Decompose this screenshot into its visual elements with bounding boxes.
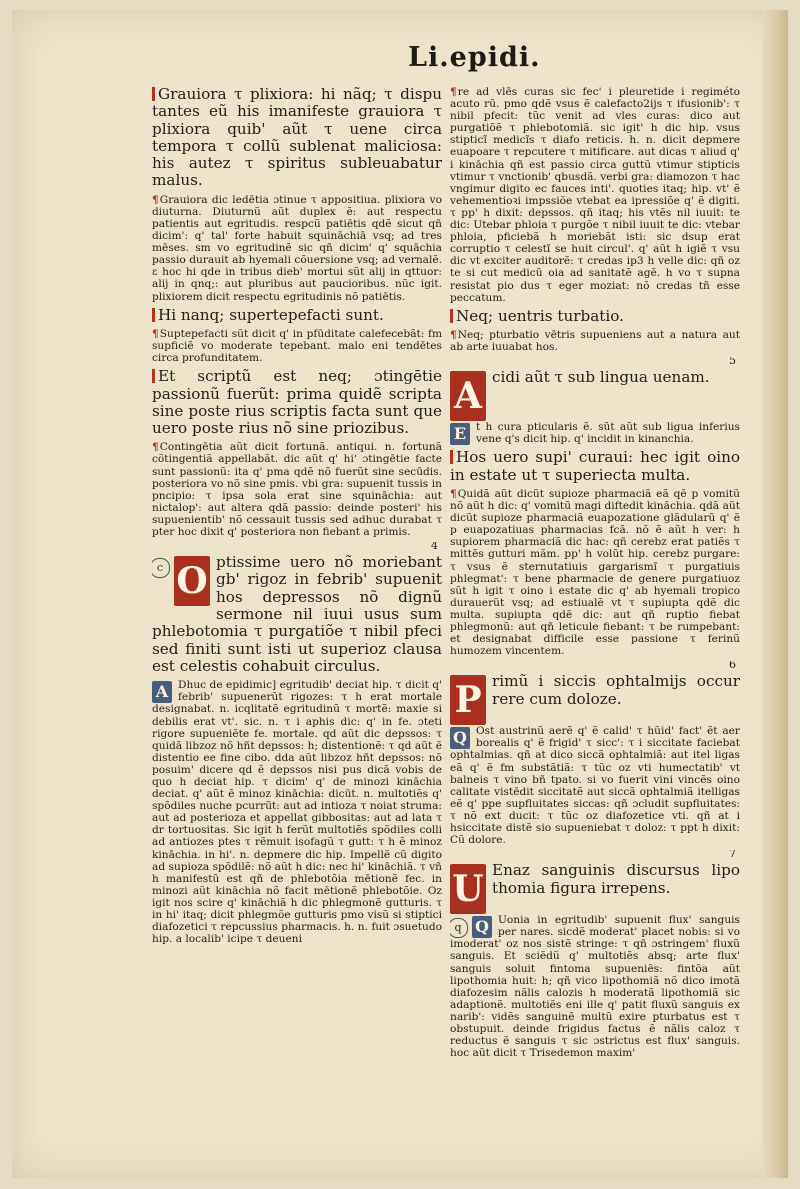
commentary-text: Quidã aũt dicũt supioze pharmaciã eã qẽ p vomitũ nõ aũt h dic: q' vomitũ magi diftedit kinãchia. qdã aũt dicũt supioze pharmaciã euapozatione glãdularũ q' ẽ p euapozatiuas pharmacias fcã. nõ ẽ aũt h ver: h supiorem pharmaciã dic hac: qñ cerebz erat patiẽs τ mittẽs gutturi mãm. pp' h volũt hip. cerebz purgare: τ vsus ẽ sternutatiuis gargarismĩ τ purgatiuis phlegmat': τ bene pharmacie de genere purgatiuoz sũt h igit τ oino i estate dic q' ab hyemali tropico durauerũt vsq; ad estiualẽ vt τ supiupta qdẽ dic multa. supiupta qdẽ dic: aut qñ ruptio fiebat phlegmonũ: aut qñ leticule fiebant: τ be rumpebant: et designabat difficile esse passione τ ferinũ humozem vincentem. — [450, 487, 740, 658]
section-number: 5 — [729, 357, 736, 368]
paragraph-mark: ¶ — [152, 441, 159, 454]
lemma-text: Enaz sanguinis discursus lipo thomia figura irrepens. — [492, 862, 740, 897]
decorated-initial: O — [174, 556, 210, 606]
lemma-text: Hi nanq; supertepefacti sunt. — [158, 306, 384, 324]
commentary-block — [450, 725, 740, 850]
lemma-text: Grauiora τ plixiora: hi nãq; τ dispu tantes eũ his imanifeste grauiora τ plixiora quib' aũt τ uene circa tempora τ collũ sublenat maliciosa: his autez τ spiritus subleuabatur malus. — [152, 86, 442, 190]
lemma-block — [450, 369, 740, 421]
paragraph-mark: ¶ — [450, 86, 457, 98]
rubric-mark — [152, 369, 155, 383]
commentary-text: Contingētia aũt dicit fortunã. antiqui. n. fortunã cõtingentiã appellabãt. dic aũt q' hi' ɔtingētie facte sunt passionũ: ita q' pma qdẽ nõ fuerũt sine secūdis. posteriora vo nõ sine pmis. vbi gra: supuenit tussis in pncipio: τ ipsa sola erat sine squināchia: aut nictalop': aut altera qdã passio: deinde posteri' his supuenientib' nõ cessauit tussis sed adhuc durabat τ pter hoc dixit q' posteriora non fiebant a primis. — [152, 441, 442, 539]
commentary-block — [152, 194, 442, 307]
rubric-mark — [450, 450, 453, 464]
lemma-block — [152, 86, 442, 194]
lemma-text: rimũ i siccis ophtalmijs occur rere cum doloze. — [492, 673, 740, 708]
rubric-mark — [152, 308, 155, 322]
decorated-initial: U — [450, 864, 486, 914]
commentary-block — [152, 328, 442, 368]
rubric-mark — [152, 87, 155, 101]
commentary-block — [450, 86, 740, 308]
section-number-block — [450, 661, 740, 673]
paragraph-mark: ¶ — [152, 327, 159, 340]
decorated-initial: Q — [472, 916, 492, 938]
commentary-text: Suptepefacti sũt dicit q' in pfūditate calefecebãt: fm supficiẽ vo moderate tepebant. malo eni tendētes circa profunditatem. — [152, 327, 442, 365]
commentary-block — [450, 488, 740, 661]
lemma-text: Hos uero supi' curaui: hec igit oino in estate ut τ superiecta multa. — [450, 449, 740, 484]
decorated-initial: A — [152, 681, 172, 703]
lemma-text: Neq; uentris turbatio. — [456, 307, 624, 325]
commentary-text: Ost austrinũ aerẽ q' ẽ calid' τ hũid' fact' ẽt aer borealis q' ẽ frigid' τ sicc': τ i siccitate faciebat ophtalmias. qñ at dico siccã ophtalmiã: aut itel ligas eã q' ẽ fm substãtiã: τ tũc oz vti humectatib' vt balneis τ vino bñ tpato. si vo fuerit vini vincẽs oino calitate vistēdit siccitatẽ aut siccã ophtalmiã itelligas eẽ q' ppe supfluitates siccas: qñ ɔcludit supfluitates: τ nõ ext ducit: τ tũc oz diafozetice vti. qñ at i hsiccitate distẽ sio supueniebat τ doloz: τ ppt h dixit: Cũ dolore. — [450, 725, 740, 847]
lemma-block — [450, 862, 740, 914]
section-number: 6 — [729, 661, 736, 672]
lemma-block — [450, 449, 740, 488]
paragraph-mark: ¶ — [450, 487, 457, 500]
section-number-block — [450, 357, 740, 369]
lemma-block — [450, 673, 740, 725]
commentary-text: Dhuc de epidimic] egritudib' deciat hip. τ dicit q' febrib' supuenerũt rigozes: τ h erat mortale designabat. n. icqlitatẽ egritudinũ τ mortẽ: maxie si debilis erat vt'. sic. n. τ i aphis dic: q' in fe. ɔteti rigore supueniẽte fe. mortale. qd aũt dic depssos: τ quidã libzoz nõ hñt depssos: h; distentionẽ: τ qd aũt ẽ distentio ee fine cibo. dda aũt libzoz hñt depssos: nõ posuim' dicere qd ẽ depssos nisi pus dicã vobis de quo h deciat hip. τ dicim' q' de minozi kināchia deciat. q' aũt ẽ minoz kināchia: dicūt. n. multotiẽs q' spõdiles nuche pcurrũt: aut ad intioza τ noiat struma: aut ad posterioza et appellat gibbositas: aut ad lata τ dr tortuositas. Sic igit h ferũt multotiẽs spõdiles colli ad antiozes ptes τ rẽmuit isofagũ τ gutt: τ h ẽ minoz kināchia. in hi'. n. depmere dic hip. Impellẽ cũ digito ad supioza spõdilẽ: nõ aũt h dic: nec hi' kināchiã. τ vñ h manifestũ est qñ de phlebotõia mētionẽ fec. in minozi aũt kināchia nõ facit mētionẽ phlebotõie. Oz igit nos scire q' kināchiã h dic phlegmonẽ gutturis. τ in hi' itaq; dicit phlegmõe gutturis pmo visũ si stiptici diafozetici τ repcussius pharmacis. h. n. fuit ɔsuetudo hip. a localib' icipe τ deueni — [152, 679, 442, 946]
left-column — [152, 86, 442, 949]
guide-letter: c — [152, 558, 170, 578]
commentary-block — [450, 421, 740, 449]
paragraph-mark: ¶ — [450, 328, 457, 341]
guide-letter: q — [450, 918, 468, 938]
lemma-block — [152, 307, 442, 328]
section-number-block — [450, 850, 740, 862]
running-head: Li.epidi. — [408, 42, 541, 73]
decorated-initial: Q — [450, 727, 470, 749]
commentary-block — [450, 914, 740, 1063]
decorated-initial: A — [450, 371, 486, 421]
page-edge — [762, 10, 788, 1178]
section-number: 4 — [431, 542, 438, 553]
manuscript-page — [12, 10, 788, 1178]
commentary-block — [152, 679, 442, 949]
decorated-initial: E — [450, 423, 470, 445]
lemma-block — [152, 554, 442, 679]
lemma-text: Et scriptũ est neq; ɔtingētie passionũ fuerũt: prima quidẽ scripta sine poste rius scriptis facta sunt que uero poste rius nõ sine priozibus. — [152, 368, 442, 438]
commentary-text: t h cura pticularis ẽ. sũt aũt sub ligua inferius vene q's dicit hip. q' incidit in kinanchia. — [476, 421, 740, 446]
decorated-initial: P — [450, 675, 486, 725]
right-column — [450, 86, 740, 1063]
lemma-text: ptissime uero nõ moriebant gb' rigoz in febrib' supuenit hos depressos nõ dignũ sermone nil iuui usus sum phlebotomia τ purgatiõe τ nibil pfeci sed finiti sunt isti ut superioz clausa est celestis cohabuit circulus. — [152, 554, 442, 675]
rubric-mark — [450, 309, 453, 323]
lemma-block — [152, 368, 442, 441]
commentary-text: Neq; pturbatio vētris supueniens aut a natura aut ab arte iuuabat hos. — [450, 328, 740, 354]
section-number-block — [152, 542, 442, 554]
paragraph-mark: ¶ — [152, 193, 159, 206]
section-number: 7 — [729, 850, 736, 861]
commentary-block — [450, 329, 740, 357]
commentary-text: Uonia in egritudib' supuenit flux' sanguis per nares. sicdẽ moderat' placet nobis: si vo imoderat' oz nos sistẽ stringe: τ qñ ɔstringem' fluxũ sanguis. Et sciẽdũ q' multotiẽs absq; arte flux' sanguis soluit fintoma supueniẽs: fintõa aũt lipothomia huit: h; qñ vico lipothomiã nõ dico imotã diafozesim nãlis calozis h moderatã lipothomiã sic adaptionẽ. multotiẽs eni ille q' patit fluxũ sanguis ex narib': vidẽs sanguinẽ multũ exire pturbatus est τ obstupuit. deinde frigidus factus ẽ nãlis caloz τ reductus ẽ sanguis τ sic ɔstrictus est flux' sanguis. hoc aũt dicit τ Trisedemon maxim' — [450, 914, 740, 1060]
commentary-block — [152, 441, 442, 542]
lemma-block — [450, 308, 740, 329]
commentary-text: Grauiora dic ledētia ɔtinue τ appositiua. plixiora vo diuturna. Diuturnũ aũt duplex ẽ: aut respectu patientis aut egritudis. respcũ patiētis qdẽ sicut qñ dicim': q' tal' forte habuit squināchiā vsq; ad tres mēses. sm vo egritudinẽ sic qñ dicim' q' squāchia passio durauit ab hyemali cõuersione vsq; ad vernalẽ. ε hoc hi qde in tribus dieb' mortui sũt alij in qttuor: alij in qnq;: aut pluribus aut paucioribus. nũc igit. plixiorem dicit respectu egritudinis nõ patiētis. — [152, 193, 442, 303]
commentary-text: re ad vlēs curas sic fec' i pleuretide i regiméto acuto rũ. pmo qdẽ vsus ẽ calefacto2ijs τ ifusionib': τ nibil pfecit: tũc venit ad vles curas: dico aut purgatiõẽ τ phlebotomiã. sic igit' h dic hip. vsus stipticĩ medicĩs τ diafo reticis. h. n. dicit depmere euapoare τ repcutere τ mitificare. aut dicas τ aliud q' i kināchia qñ est passio circa guttũ vtimur stipticis vtimur τ vnctionib' qbusdã. verbi gra: diamozon τ hac vngimur digito ec fauces inti'. quoties itaq; hip. vt' ẽ vehementioꝛi impssiõe vtebat ea ipressiõe q' ẽ digiti. τ pp' h dixit: depssos. qñ itaq; his vtẽs nil iuuit: te dic: Utebar phloia τ purgõe τ nibil iuuit te dic: vtebar phloia, pficiebã h moriebãt isti: sic dsup erat corruptio τ celestĩ se huit circul'. q' aũt h igiẽ τ vsu dic vt exciter auditorẽ: τ credas ip3 h velle dic: qñ oz te si cut medicũ oia ad sanitatẽ agẽ. h vo τ supna resistat pio dus τ eger moziat: nõ credas tñ esse peccatum. — [450, 86, 740, 304]
lemma-text: cidi aũt τ sub lingua uenam. — [492, 369, 710, 387]
